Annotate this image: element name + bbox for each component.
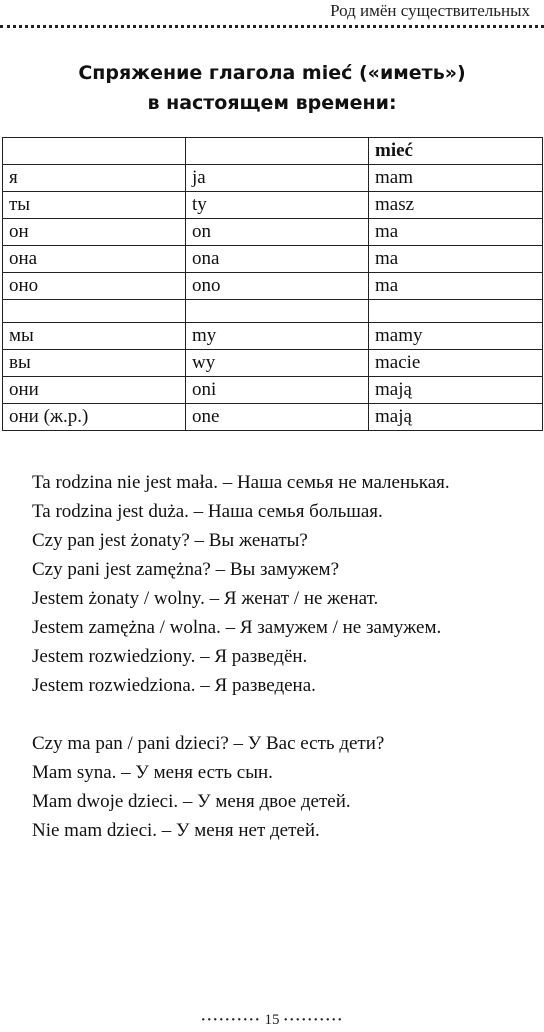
table-cell: ty	[186, 192, 369, 219]
example-line: Czy pani jest zamężna? – Вы замужем?	[32, 559, 339, 580]
example-line: Nie mam dzieci. – У меня нет детей.	[32, 820, 320, 841]
example-line: Jestem żonaty / wolny. – Я женат / не женат.	[32, 588, 379, 609]
title-line-2: в настоящем времени:	[147, 92, 397, 114]
example-sentences	[2, 468, 542, 845]
example-line: Ta rodzina nie jest mała. – Наша семья не маленькая.	[32, 472, 450, 493]
table-cell: я	[3, 165, 186, 192]
table-cell: ma	[369, 219, 543, 246]
example-line: Ta rodzina jest duża. – Наша семья большая.	[32, 501, 383, 522]
table-cell: macie	[369, 350, 543, 377]
section-title	[0, 58, 544, 118]
table-row	[3, 165, 543, 192]
table-cell: oni	[186, 377, 369, 404]
table-row	[3, 323, 543, 350]
example-line: Jestem rozwiedziona. – Я разведена.	[32, 675, 316, 696]
example-line: Jestem zamężna / wolna. – Я замужем / не замужем.	[32, 617, 442, 638]
table-row	[3, 246, 543, 273]
table-row	[3, 273, 543, 300]
table-cell: он	[3, 219, 186, 246]
table-cell: ma	[369, 273, 543, 300]
table-cell	[186, 300, 369, 323]
page-footer	[0, 1012, 544, 1029]
table-row	[3, 192, 543, 219]
table-cell: ona	[186, 246, 369, 273]
table-row-blank	[3, 300, 543, 323]
table-header-row	[3, 138, 543, 165]
table-header-cell: mieć	[369, 138, 543, 165]
table-row	[3, 350, 543, 377]
conjugation-table	[2, 137, 543, 431]
table-cell	[369, 300, 543, 323]
footer-dots-right: ··········	[283, 1012, 344, 1028]
table-cell: мы	[3, 323, 186, 350]
table-cell: my	[186, 323, 369, 350]
table-cell: masz	[369, 192, 543, 219]
table-cell: mają	[369, 377, 543, 404]
page-number: 15	[264, 1012, 280, 1028]
footer-dots-left: ··········	[200, 1012, 261, 1028]
header-dotted-rule	[0, 25, 544, 28]
title-line-1: Спряжение глагола mieć («иметь»)	[78, 62, 466, 84]
table-cell: они	[3, 377, 186, 404]
table-cell: on	[186, 219, 369, 246]
table-cell: one	[186, 404, 369, 431]
table-row	[3, 377, 543, 404]
example-line: Mam syna. – У меня есть сын.	[32, 762, 273, 783]
table-cell: wy	[186, 350, 369, 377]
table-header-cell	[186, 138, 369, 165]
example-line: Mam dwoje dzieci. – У меня двое детей.	[32, 791, 351, 812]
table-row	[3, 404, 543, 431]
table-cell: они (ж.р.)	[3, 404, 186, 431]
table-row	[3, 219, 543, 246]
example-line: Czy ma pan / pani dzieci? – У Вас есть дети?	[32, 733, 385, 754]
running-header: Род имён существительных	[330, 1, 530, 20]
table-cell: mam	[369, 165, 543, 192]
table-cell: ты	[3, 192, 186, 219]
paragraph-gap	[2, 700, 542, 729]
table-cell: ja	[186, 165, 369, 192]
table-cell: оно	[3, 273, 186, 300]
example-line: Jestem rozwiedziony. – Я разведён.	[32, 646, 308, 667]
table-cell: ono	[186, 273, 369, 300]
example-line: Czy pan jest żonaty? – Вы женаты?	[32, 530, 308, 551]
table-cell: ma	[369, 246, 543, 273]
table-cell: она	[3, 246, 186, 273]
table-header-cell	[3, 138, 186, 165]
table-cell	[3, 300, 186, 323]
table-cell: вы	[3, 350, 186, 377]
table-cell: mają	[369, 404, 543, 431]
table-cell: mamy	[369, 323, 543, 350]
